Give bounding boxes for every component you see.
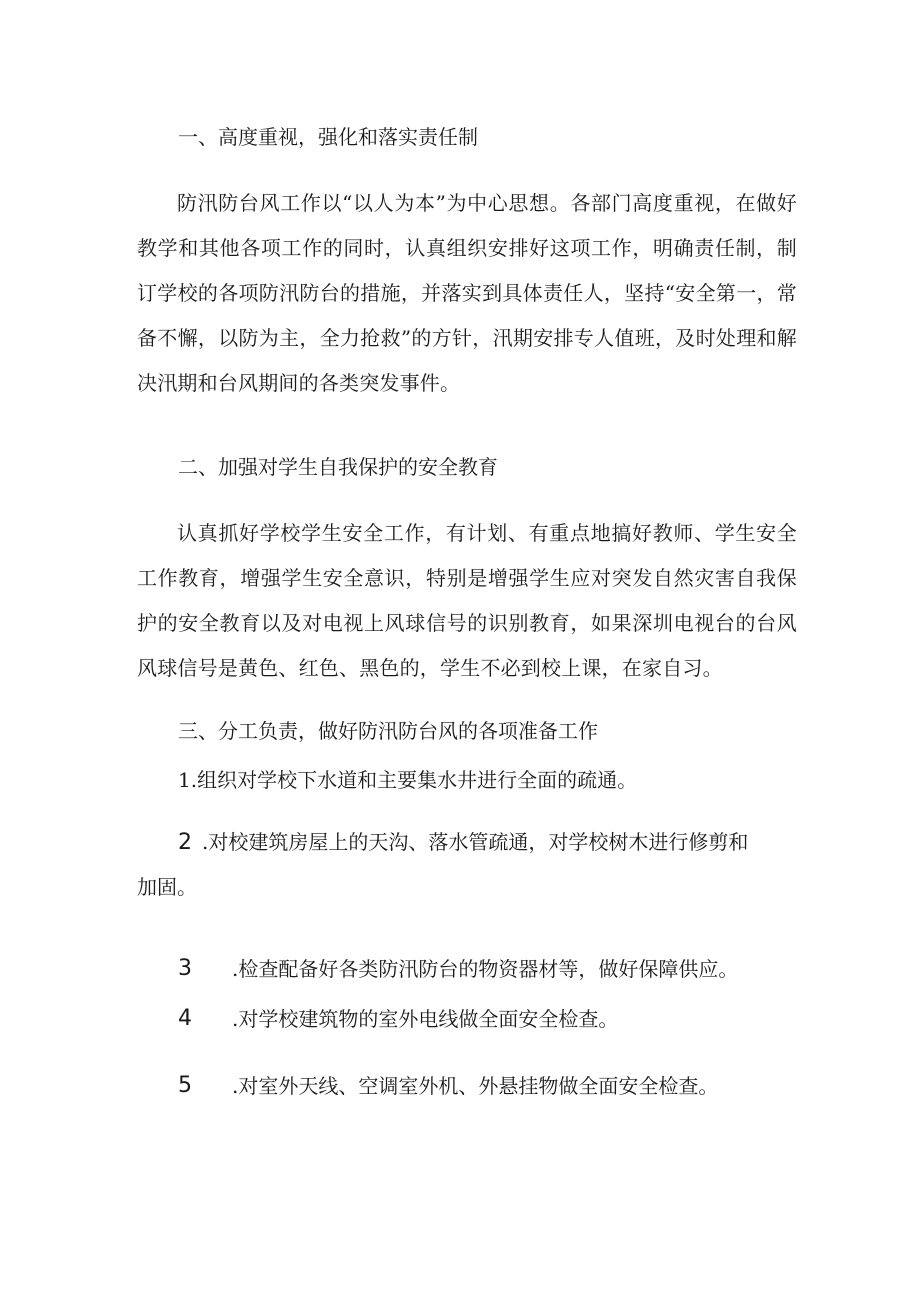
section-heading-2: 二、加强对学生自我保护的安全教育 [178, 455, 498, 479]
list-item-1 [178, 766, 637, 794]
section-heading-1: 一、高度重视，强化和落实责任制 [178, 125, 478, 149]
list-item-5-number: 5 [178, 1073, 192, 1098]
section-paragraph-2: 认真抓好学校学生安全工作，有计划、有重点地搞好教师、学生安全工作教育，增强学生安全意识，特别是增强学生应对突发自然灾害自我保护的安全教育以及对电视上风球信号的识别教育，如果深圳电视台的台风风球信号是黄色、红色、黑色的，学生不必到校上课，在家自习。 [137, 521, 797, 680]
section-heading-3: 三、分工负责，做好防汛防台风的各项准备工作 [178, 719, 598, 743]
list-item-5-text: .对室外天线、空调室外机、外悬挂物做全面安全检查。 [232, 1074, 719, 1098]
section-paragraph-1: 防汛防台风工作以“以人为本”为中心思想。各部门高度重视，在做好教学和其他各项工作的同时，认真组织安排好这项工作，明确责任制，制订学校的各项防汛防台的措施，并落实到具体责任人，坚持“安全第一，常备不懈，以防为主，全力抢救”的方针，汛期安排专人值班，及时处理和解决汛期和台风期间的各类突发事件。 [137, 191, 797, 395]
list-item-3-number: 3 [178, 956, 192, 981]
list-item-2-number: 2 [178, 830, 192, 855]
list-item-4-number: 4 [178, 1006, 192, 1031]
list-item-2-text: .对校建筑房屋上的天沟、落水管疏通，对学校树木进行修剪和加固。 [137, 830, 749, 899]
list-item-4-text: .对学校建筑物的室外电线做全面安全检查。 [232, 1007, 619, 1031]
list-item-3-text: .检查配备好各类防汛防台的物资器材等，做好保障供应。 [232, 957, 739, 981]
list-item-text: 组织对学校下水道和主要集水井进行全面的疏通。 [197, 768, 638, 792]
list-item-number: 1. [178, 768, 198, 792]
